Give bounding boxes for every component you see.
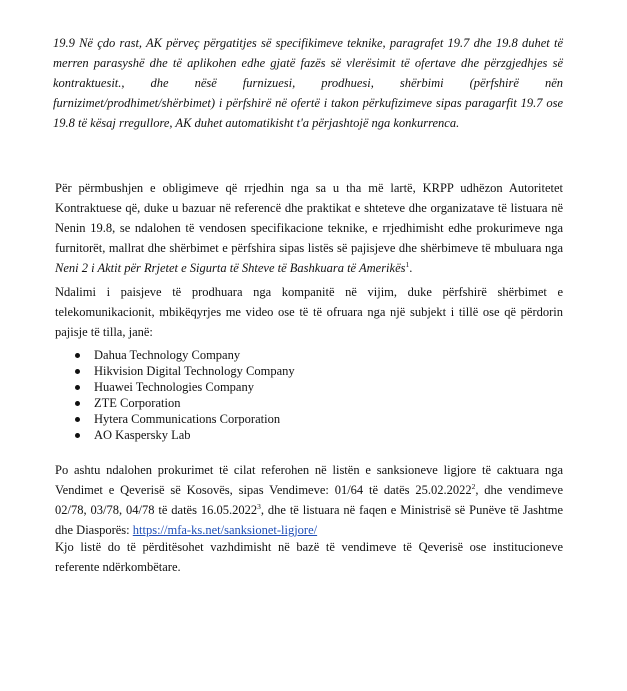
quoted-article-19-9	[53, 33, 563, 133]
footnote-ref[interactable]: 2	[471, 481, 476, 491]
company-name: Huawei Technologies Company	[94, 380, 254, 394]
paragraph-krpp-instruction	[55, 178, 563, 278]
act-reference: Neni 2 i Aktit për Rrjetet e Sigurta të Shteve të Bashkuara të Amerikës	[55, 261, 406, 275]
paragraph-text-end: .	[409, 261, 413, 275]
bullet-icon	[75, 353, 80, 358]
bullet-icon	[75, 385, 80, 390]
article-number: 19.9	[53, 36, 75, 50]
company-name: Dahua Technology Company	[94, 348, 241, 362]
list-item	[73, 411, 295, 427]
company-name: AO Kaspersky Lab	[94, 428, 191, 442]
list-item	[73, 347, 295, 363]
company-name: ZTE Corporation	[94, 396, 181, 410]
bullet-icon	[75, 369, 80, 374]
footnote-ref[interactable]: 1	[405, 259, 410, 269]
company-list	[73, 347, 295, 443]
list-item	[73, 379, 295, 395]
bullet-icon	[75, 401, 80, 406]
list-item	[73, 427, 295, 443]
paragraph-banned-equipment	[55, 282, 563, 342]
article-text: Në çdo rast, AK përveç përgatitjes së specifikimeve teknike, paragrafet 19.7 dhe 19.8 duhet të merren parasyshë dhe të aplikohen edhe gjatë fazës së vlerësimit të ofertave dhe përzgjedhjes së kontraktuesit., dhe nësë furnizuesi, prodhuesi, shërbimi (përfshirë nën furnizimet/prodhimet/shërbimet) i përfshirë në ofertë i takon përkufizimeve sipas paragarfit 19.7 ose 19.8 të kësaj rregullore, AK duhet automatikisht t'a përjashtojë nga konkurrenca.	[53, 36, 563, 130]
paragraph-list-update	[55, 537, 563, 577]
sanctions-link[interactable]: https://mfa-ks.net/sanksionet-ligjore/	[132, 523, 318, 537]
paragraph-text: Ndalimi i paisjeve të prodhuara nga kompanitë në vijim, duke përfshirë shërbimet e telekomunikacionit, mbikëqyrjes me video ose të të ofruara nga një subjekt i tillë ose që përdorin pajisje të tilla, janë:	[55, 285, 563, 339]
list-item	[73, 395, 295, 411]
company-name: Hikvision Digital Technology Company	[94, 364, 295, 378]
footnote-ref[interactable]: 3	[257, 501, 261, 511]
paragraph-text: , dhe të listuara në faqen e Ministrisë së Punëve të Jashtme dhe Diasporës:	[55, 503, 563, 537]
list-item	[73, 363, 295, 379]
company-name: Hytera Communications Corporation	[94, 412, 281, 426]
paragraph-text: Kjo listë do të përditësohet vazhdimisht në bazë të vendimeve të Qeverisë ose institucioneve referente ndërkombëtare.	[55, 540, 563, 574]
paragraph-text: , dhe vendimeve 02/78, 03/78, 04/78 të datës 16.05.2022	[55, 483, 564, 517]
bullet-icon	[75, 417, 80, 422]
paragraph-text: Për përmbushjen e obligimeve që rrjedhin nga sa u tha më lartë, KRPP udhëzon Autoritetet Kontraktuese që, duke u bazuar në referencë dhe praktikat e shteteve dhe organizatave të listuara në Nenin 19.8, se ndalohen të vendosen specifikacione teknike, e rrjedhimisht edhe prokurimeve nga furnitorët, mallrat dhe shërbimet e përfshira sipas listës së pajisjeve dhe shërbimeve të mbuluara nga	[55, 181, 563, 255]
paragraph-sanctions	[55, 460, 563, 540]
paragraph-text: Po ashtu ndalohen prokurimet të cilat referohen në listën e sanksioneve ligjore të caktuara nga Vendimet e Qeverisë së Kosovës, sipas Vendimeve: 01/64 të datës 25.02.2022	[55, 463, 563, 497]
bullet-icon	[75, 433, 80, 438]
